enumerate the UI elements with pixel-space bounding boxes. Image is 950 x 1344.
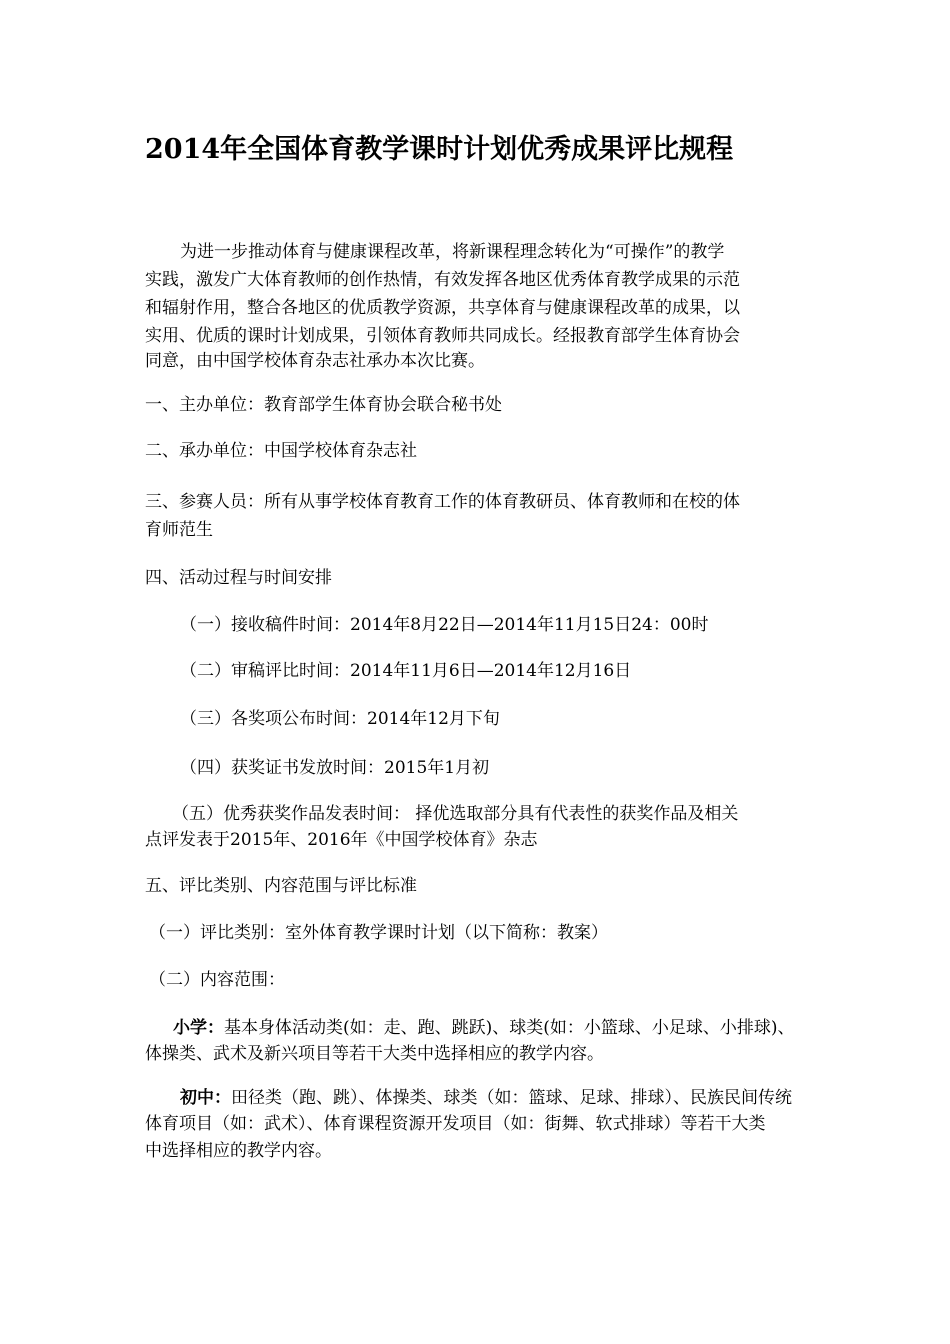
junior-line-cont: 体育项目（如：武术）、体育课程资源开发项目（如：街舞、软式排球）等若干大类 [145,1114,766,1134]
document-title: 2014年全国体育教学课时计划优秀成果评比规程 [145,134,734,165]
primary-label: 小学： [173,1018,224,1038]
junior-line-cont: 中选择相应的教学内容。 [145,1141,332,1161]
primary-text: 基本身体活动类(如：走、跑、跳跃)、球类(如：小篮球、小足球、小排球)、 [224,1018,795,1038]
schedule-item-cont: 点评发表于2015年、2016年《中国学校体育》杂志 [145,830,538,850]
junior-line [180,1086,792,1110]
intro-line: 实用、优质的课时计划成果，引领体育教师共同成长。经报教育部学生体育协会 [145,326,740,346]
junior-label: 初中： [180,1088,231,1108]
intro-line: 实践，激发广大体育教师的创作热情，有效发挥各地区优秀体育教学成果的示范 [145,270,740,290]
scope-line: （二）内容范围： [149,970,285,990]
schedule-item: （四）获奖证书发放时间：2015年1月初 [180,758,490,778]
section-host: 二、承办单位：中国学校体育杂志社 [145,441,417,461]
schedule-item: （二）审稿评比时间：2014年11月6日—2014年12月16日 [180,661,632,681]
section-criteria-heading: 五、评比类别、内容范围与评比标准 [145,876,417,896]
intro-line: 和辐射作用，整合各地区的优质教学资源，共享体育与健康课程改革的成果，以 [145,298,740,318]
primary-line-cont: 体操类、武术及新兴项目等若干大类中选择相应的教学内容。 [145,1044,604,1064]
schedule-item: （三）各奖项公布时间：2014年12月下旬 [180,709,500,729]
schedule-item: （五）优秀获奖作品发表时间： 择优选取部分具有代表性的获奖作品及相关 [172,804,739,824]
intro-line: 同意，由中国学校体育杂志社承办本次比赛。 [145,351,485,371]
primary-line [173,1016,795,1040]
section-schedule-heading: 四、活动过程与时间安排 [145,568,332,588]
intro-line: 为进一步推动体育与健康课程改革，将新课程理念转化为“可操作”的教学 [180,242,725,262]
section-participants: 三、参赛人员：所有从事学校体育教育工作的体育教研员、体育教师和在校的体 [145,492,740,512]
section-participants-cont: 育师范生 [145,520,213,540]
category-line: （一）评比类别：室外体育教学课时计划（以下简称：教案） [149,923,608,943]
section-organizer: 一、主办单位：教育部学生体育协会联合秘书处 [145,395,502,415]
schedule-item: （一）接收稿件时间：2014年8月22日—2014年11月15日24：00时 [180,615,709,635]
junior-text: 田径类（跑、跳）、体操类、球类（如：篮球、足球、排球）、民族民间传统 [231,1088,792,1108]
